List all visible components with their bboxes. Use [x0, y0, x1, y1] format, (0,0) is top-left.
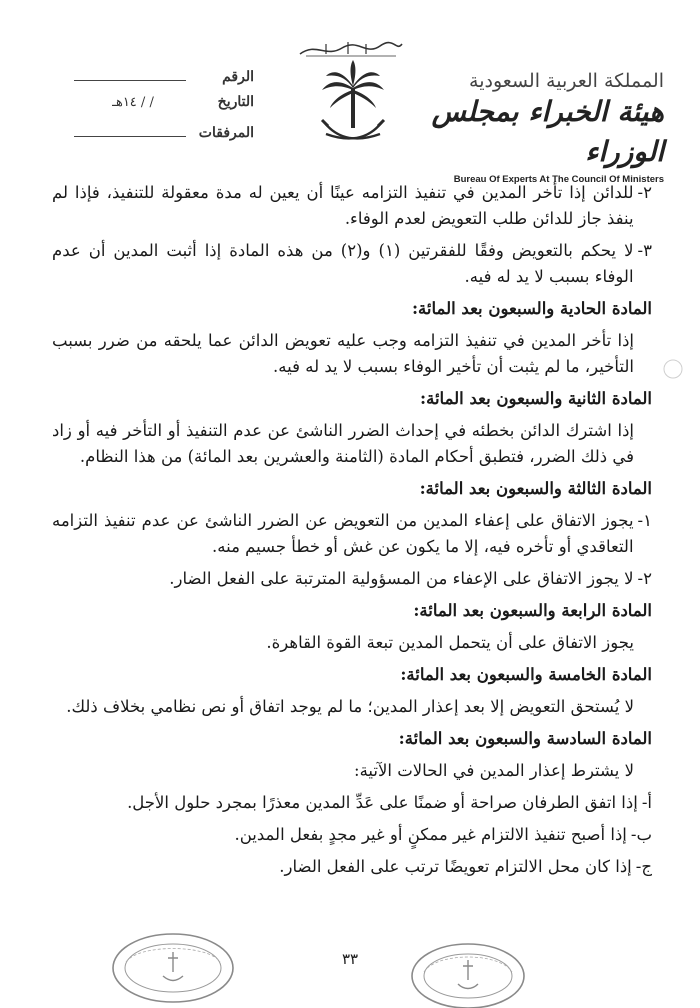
list-item: ٢- لا يجوز الاتفاق على الإعفاء من المسؤولية المترتبة على الفعل الضار. — [169, 569, 652, 588]
article-heading: المادة الحادية والسبعون بعد المائة: — [411, 299, 652, 318]
article-text: لا يشترط إعذار المدين في الحالات الآتية: — [354, 761, 634, 780]
org-english-name: Bureau Of Experts At The Council Of Ministers — [453, 174, 664, 185]
article-text: إذا اشترك الدائن بخطئه في إحداث الضرر الناشئ عن عدم التنفيذ أو التأخر فيه أو زاد في ذلك الضرر، فتطبق أحكام المادة (الثامنة والعشرين بعد المائة) من هذا النظام. — [52, 421, 634, 466]
margin-circle-icon — [662, 358, 684, 380]
article-text: إذا تأخر المدين في تنفيذ التزامه وجب عليه تعويض الدائن عما يلحقه من ضرر بسبب التأخير، ما لم يثبت أن تأخير الوفاء بسبب لا يد له فيه. — [52, 331, 634, 376]
list-item: ج- إذا كان محل الالتزام تعويضًا ترتب على الفعل الضار. — [279, 857, 652, 876]
page-number: ٣٣ — [341, 950, 359, 968]
org-country-name: المملكة العربية السعودية — [469, 70, 664, 92]
basmala-calligraphy-icon — [296, 38, 406, 60]
article-text: لا يُستحق التعويض إلا بعد إعذار المدين؛ ما لم يوجد اتفاق أو نص نظامي بخلاف ذلك. — [66, 697, 634, 716]
list-item: ب- إذا أصبح تنفيذ الالتزام غير ممكنٍ أو غير مجدٍ بفعل المدين. — [234, 825, 652, 844]
organization-block — [424, 70, 664, 185]
date-label: التاريخ — [217, 94, 254, 110]
ref-label: الرقم — [222, 69, 254, 85]
letter-meta — [74, 66, 254, 150]
article-heading: المادة الثانية والسبعون بعد المائة: — [420, 389, 652, 408]
palm-swords-emblem-icon — [318, 60, 388, 150]
attachments-row — [74, 122, 254, 150]
article-heading: المادة السادسة والسبعون بعد المائة: — [398, 729, 652, 748]
round-seal-stamp-icon — [108, 928, 238, 1008]
ref-line — [74, 66, 186, 81]
list-item: ٣- لا يحكم بالتعويض وفقًا للفقرتين (١) و(٢) من هذه المادة إذا أثبت المدين أن عدم الوفاء بسبب لا يد له فيه. — [52, 241, 652, 286]
document-body — [52, 180, 652, 886]
org-bureau-name: هيئة الخبراء بمجلس الوزراء — [431, 95, 664, 168]
list-item: أ- إذا اتفق الطرفان صراحة أو ضمنًا على عَدِّ المدين معذرًا بمجرد حلول الأجل. — [127, 793, 652, 812]
date-value: / / ١٤هـ — [112, 95, 154, 110]
article-heading: المادة الخامسة والسبعون بعد المائة: — [400, 665, 652, 684]
list-item: ١- يجوز الاتفاق على إعفاء المدين من التعويض عن الضرر الناشئ عن عدم تنفيذ التزامه التعاقدي أو تأخره فيه، إلا ما يكون عن غش أو خطأ جسيم منه. — [52, 511, 652, 556]
attachments-line — [74, 122, 186, 137]
round-seal-stamp-icon — [408, 938, 528, 1008]
list-item: ٢- للدائن إذا تأخر المدين في تنفيذ التزامه عينًا أن يعين له مدة معقولة للتنفيذ، فإذا لم ينفذ جاز للدائن طلب التعويض لعدم الوفاء. — [52, 183, 652, 228]
attachments-label: المرفقات — [198, 125, 254, 141]
article-text: يجوز الاتفاق على أن يتحمل المدين تبعة القوة القاهرة. — [266, 633, 634, 652]
ref-row — [74, 66, 254, 94]
article-heading: المادة الثالثة والسبعون بعد المائة: — [419, 479, 652, 498]
article-heading: المادة الرابعة والسبعون بعد المائة: — [413, 601, 652, 620]
date-row — [74, 94, 254, 122]
